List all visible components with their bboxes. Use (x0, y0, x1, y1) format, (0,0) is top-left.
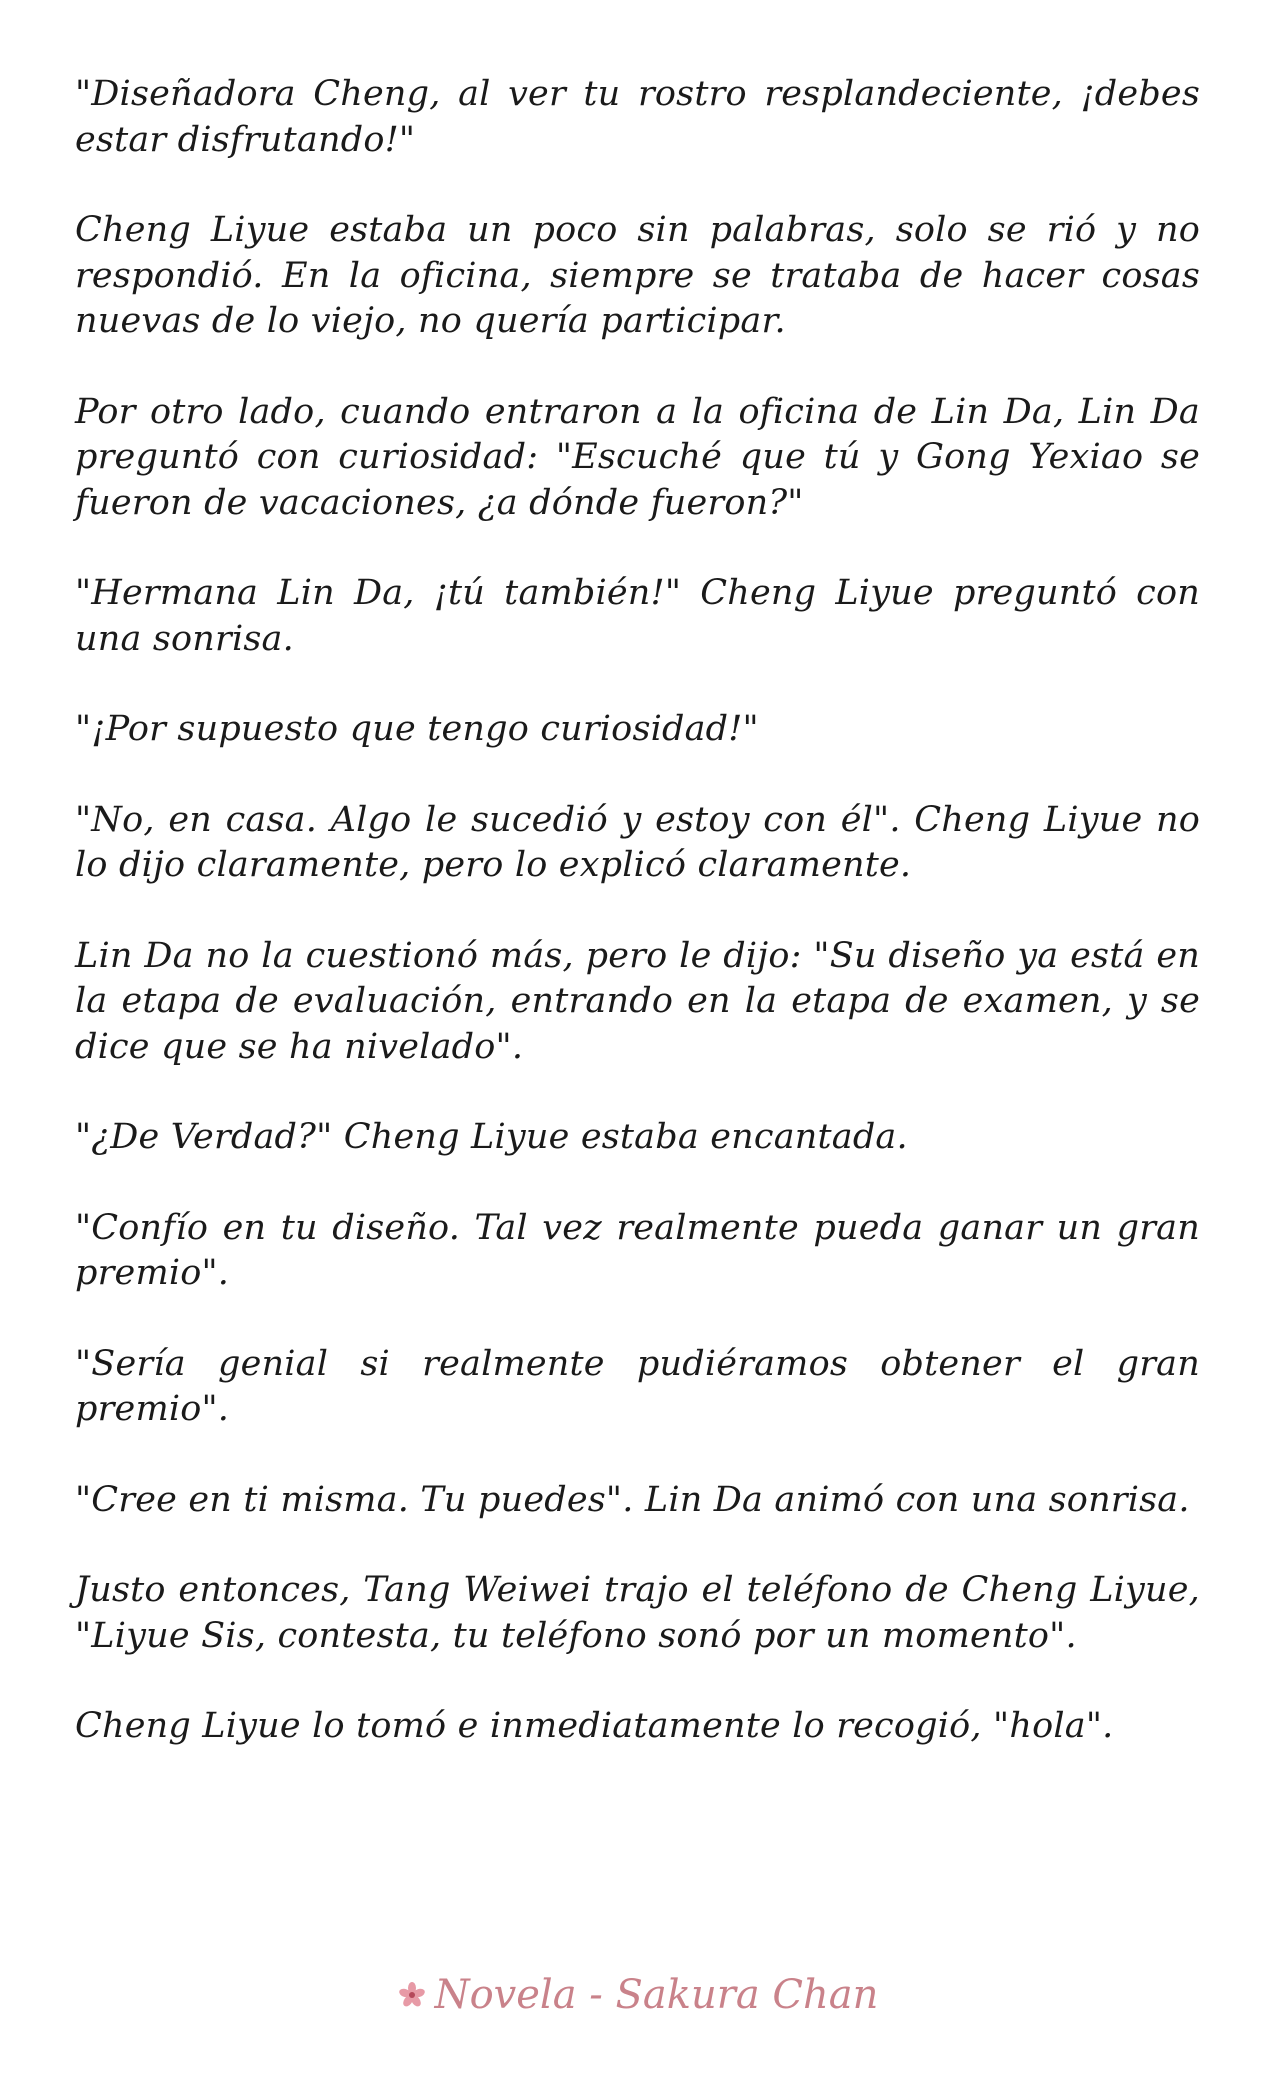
sakura-flower-icon (397, 1974, 427, 2004)
paragraph: "Hermana Lin Da, ¡tú también!" Cheng Liyue preguntó con una sonrisa. (75, 573, 1200, 659)
paragraph: "Cree en ti misma. Tu puedes". Lin Da animó con una sonrisa. (75, 1479, 1190, 1520)
watermark-footer (0, 1972, 1275, 2018)
paragraph: Por otro lado, cuando entraron a la oficina de Lin Da, Lin Da preguntó con curiosidad: "Escuché que tú y Gong Yexiao se fueron de vacaciones, ¿a dónde fueron?" (75, 391, 1200, 523)
paragraph: "Diseñadora Cheng, al ver tu rostro resplandeciente, ¡debes estar disfrutando!" (75, 74, 1200, 160)
paragraph: Cheng Liyue estaba un poco sin palabras, solo se rió y no respondió. En la oficina, siempre se trataba de hacer cosas nuevas de lo viejo, no quería participar. (75, 210, 1200, 341)
paragraph: "Sería genial si realmente pudiéramos obtener el gran premio". (75, 1343, 1200, 1429)
paragraph: "Confío en tu diseño. Tal vez realmente pueda ganar un gran premio". (75, 1207, 1200, 1293)
watermark-text: Novela - Sakura Chan (434, 1972, 879, 2018)
paragraph: "No, en casa. Algo le sucedió y estoy con él". Cheng Liyue no lo dijo claramente, pero lo explicó claramente. (75, 799, 1200, 885)
document-body (75, 72, 1200, 1795)
paragraph: Lin Da no la cuestionó más, pero le dijo: "Su diseño ya está en la etapa de evaluación, entrando en la etapa de examen, y se dice que se ha nivelado". (75, 935, 1200, 1067)
paragraph: Justo entonces, Tang Weiwei trajo el teléfono de Cheng Liyue, "Liyue Sis, contesta, tu teléfono sonó por un momento". (75, 1570, 1200, 1656)
paragraph: Cheng Liyue lo tomó e inmediatamente lo recogió, "hola". (75, 1706, 1114, 1746)
paragraph: "¿De Verdad?" Cheng Liyue estaba encantada. (75, 1117, 908, 1157)
paragraph: "¡Por supuesto que tengo curiosidad!" (75, 709, 759, 749)
